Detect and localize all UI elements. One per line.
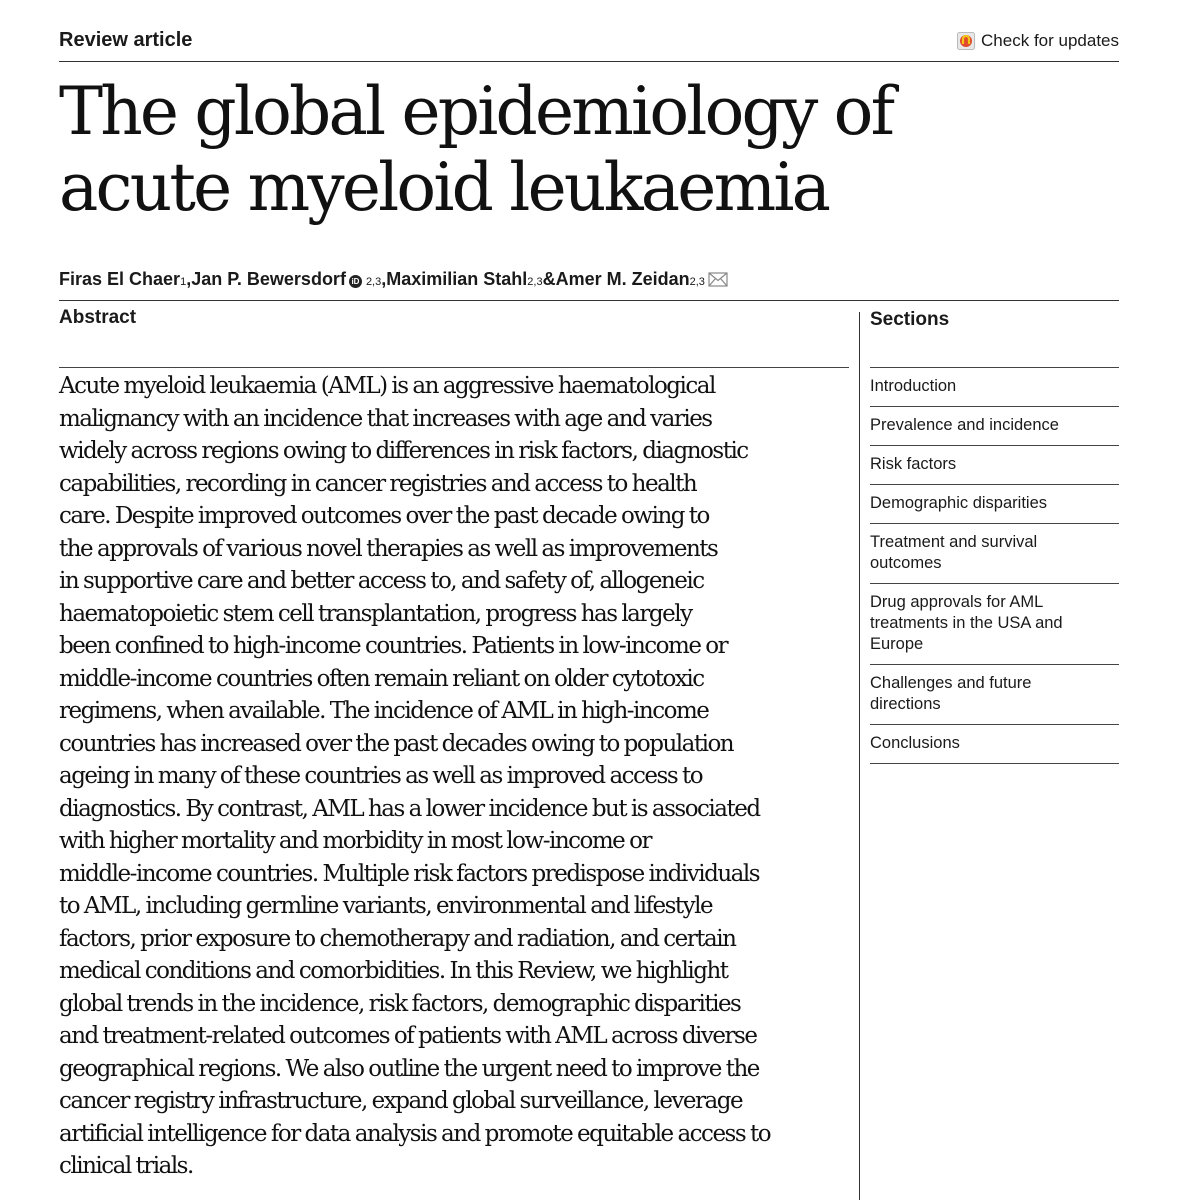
abstract-line: regimens, when available. The incidence of AML in high-income: [59, 698, 709, 724]
abstract-line: in supportive care and better access to, and safety of, allogeneic: [59, 568, 704, 594]
author-name[interactable]: Jan P. Bewersdorf: [191, 269, 346, 289]
abstract-line: artificial intelligence for data analysis and promote equitable access to: [59, 1120, 771, 1147]
check-for-updates-link[interactable]: [957, 31, 1119, 51]
section-link-label[interactable]: Introduction: [870, 377, 957, 395]
abstract-line: haematopoietic stem cell transplantation, progress has largely: [59, 600, 692, 627]
abstract-line: the approvals of various novel therapies as well as improvements: [59, 535, 718, 562]
orcid-icon[interactable]: iD: [349, 275, 362, 288]
author-list: Firas El Chaer 1 , Jan P. Bewersdorf iD 2,3 , Maximilian Stahl 2,3 & Amer M. Zeidan 2,3: [59, 269, 728, 290]
section-link[interactable]: [870, 484, 1119, 523]
section-link-label[interactable]: Treatment and survival outcomes: [870, 533, 1038, 572]
abstract-text: [59, 370, 849, 1183]
section-link-label[interactable]: Demographic disparities: [870, 494, 1047, 512]
section-link[interactable]: [870, 367, 1119, 406]
abstract-line: cancer registry infrastructure, expand global surveillance, leverage: [59, 1088, 743, 1114]
abstract-line: and treatment-related outcomes of patients with AML across diverse: [59, 1023, 757, 1049]
sections-heading: Sections: [870, 309, 950, 330]
abstract-line: malignancy with an incidence that increases with age and varies: [59, 405, 712, 432]
abstract-line: with higher mortality and morbidity in most low-income or: [59, 828, 651, 854]
column-divider: [859, 312, 860, 1200]
abstract-line: middle-income countries often remain reliant on older cytotoxic: [59, 665, 704, 692]
author-name[interactable]: Maximilian Stahl: [386, 269, 528, 289]
envelope-icon[interactable]: [708, 272, 728, 287]
author-separator: &: [542, 269, 556, 289]
abstract-line: middle-income countries. Multiple risk factors predispose individuals: [59, 860, 760, 887]
abstract-line: medical conditions and comorbidities. In this Review, we highlight: [59, 958, 728, 984]
abstract-line: ageing in many of these countries as well as improved access to: [59, 763, 703, 789]
check-updates-icon: [957, 32, 975, 50]
section-link[interactable]: [870, 523, 1119, 583]
abstract-divider: [59, 367, 849, 368]
section-link[interactable]: [870, 664, 1119, 724]
abstract-line: widely across regions owing to differences in risk factors, diagnostic: [59, 438, 748, 464]
section-link[interactable]: [870, 583, 1119, 664]
section-link[interactable]: [870, 724, 1119, 764]
abstract-line: to AML, including germline variants, environmental and lifestyle: [59, 893, 713, 919]
abstract-line: capabilities, recording in cancer registries and access to health: [59, 470, 697, 497]
sections-nav: [870, 367, 1119, 764]
article-title: [59, 74, 959, 226]
title-line: The global epidemiology of: [59, 73, 893, 150]
section-link-label[interactable]: Risk factors: [870, 455, 957, 473]
abstract-line: geographical regions. We also outline the urgent need to improve the: [59, 1055, 759, 1082]
abstract-line: been confined to high-income countries. Patients in low-income or: [59, 633, 728, 659]
abstract-line: diagnostics. By contrast, AML has a lower incidence but is associated: [59, 795, 760, 822]
abstract-line: care. Despite improved outcomes over the past decade owing to: [59, 503, 709, 529]
section-link-label[interactable]: Prevalence and incidence: [870, 416, 1059, 434]
abstract-line: clinical trials.: [59, 1153, 193, 1179]
title-line: acute myeloid leukaemia: [59, 149, 829, 226]
check-updates-label[interactable]: Check for updates: [981, 31, 1119, 50]
section-link[interactable]: [870, 445, 1119, 484]
author-separator: ,: [186, 269, 192, 289]
abstract-heading: Abstract: [59, 307, 137, 328]
section-link-label[interactable]: Conclusions: [870, 734, 960, 752]
abstract-line: Acute myeloid leukaemia (AML) is an aggressive haematological: [59, 373, 715, 399]
header-divider: [59, 61, 1119, 62]
section-link-label[interactable]: Drug approvals for AML treatments in the USA and Europe: [870, 593, 1063, 653]
abstract-line: countries has increased over the past decades owing to population: [59, 730, 734, 757]
author-separator: ,: [381, 269, 387, 289]
section-link-label[interactable]: Challenges and future directions: [870, 674, 1032, 713]
author-name[interactable]: Firas El Chaer: [59, 269, 181, 289]
abstract-line: global trends in the incidence, risk factors, demographic disparities: [59, 990, 741, 1017]
author-name[interactable]: Amer M. Zeidan: [555, 269, 690, 289]
section-link[interactable]: [870, 406, 1119, 445]
abstract-line: factors, prior exposure to chemotherapy and radiation, and certain: [59, 925, 736, 952]
article-type-label: Review article: [59, 29, 193, 51]
authors-divider: [59, 300, 1119, 301]
